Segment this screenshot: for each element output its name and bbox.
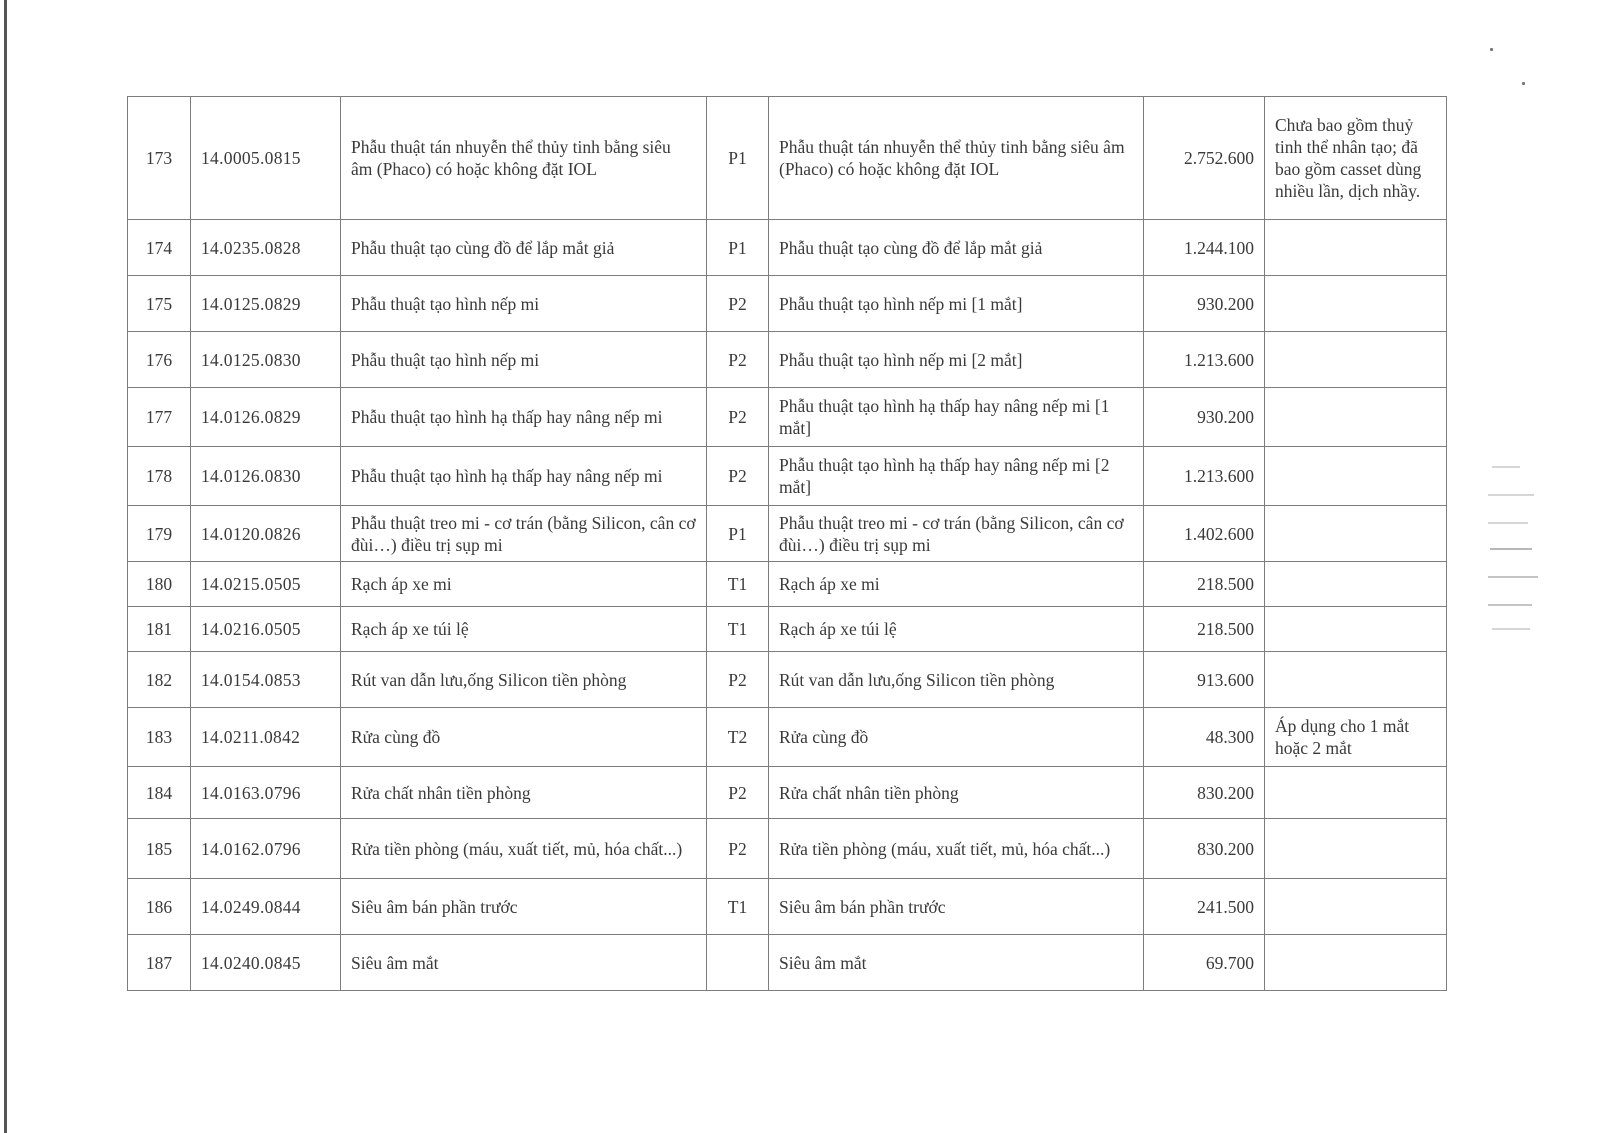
service-name: Phẫu thuật tạo hình nếp mi <box>341 332 707 388</box>
service-name: Rạch áp xe mi <box>341 562 707 607</box>
note <box>1265 220 1447 276</box>
service-name: Rạch áp xe túi lệ <box>341 607 707 652</box>
row-number: 186 <box>128 879 191 935</box>
service-code: 14.0126.0829 <box>191 388 341 447</box>
table-row <box>128 819 1447 879</box>
surgery-class: P1 <box>707 220 769 276</box>
table-row <box>128 562 1447 607</box>
row-number: 187 <box>128 935 191 991</box>
price-service-name: Rút van dẫn lưu,ống Silicon tiền phòng <box>769 652 1144 708</box>
service-name: Rửa cùng đồ <box>341 708 707 767</box>
service-code: 14.0162.0796 <box>191 819 341 879</box>
service-code: 14.0235.0828 <box>191 220 341 276</box>
price-value: 1.244.100 <box>1144 220 1265 276</box>
table-row <box>128 447 1447 506</box>
surgery-class: P2 <box>707 819 769 879</box>
table-row <box>128 220 1447 276</box>
scan-dot <box>1522 82 1525 85</box>
service-code: 14.0125.0829 <box>191 276 341 332</box>
service-code: 14.0120.0826 <box>191 506 341 562</box>
price-value: 48.300 <box>1144 708 1265 767</box>
service-code: 14.0125.0830 <box>191 332 341 388</box>
price-service-name: Siêu âm bán phần trước <box>769 879 1144 935</box>
surgery-class: P2 <box>707 388 769 447</box>
note <box>1265 767 1447 819</box>
scan-noise <box>1488 494 1534 496</box>
scan-noise <box>1490 548 1532 550</box>
row-number: 176 <box>128 332 191 388</box>
note: Chưa bao gồm thuỷ tinh thể nhân tạo; đã bao gồm casset dùng nhiều lần, dịch nhầy. <box>1265 97 1447 220</box>
price-value: 930.200 <box>1144 276 1265 332</box>
note <box>1265 332 1447 388</box>
price-value: 930.200 <box>1144 388 1265 447</box>
row-number: 180 <box>128 562 191 607</box>
table-row <box>128 97 1447 220</box>
service-code: 14.0211.0842 <box>191 708 341 767</box>
service-code: 14.0240.0845 <box>191 935 341 991</box>
note <box>1265 652 1447 708</box>
note <box>1265 562 1447 607</box>
surgery-class: T2 <box>707 708 769 767</box>
price-value: 218.500 <box>1144 607 1265 652</box>
table-row <box>128 276 1447 332</box>
service-name: Phẫu thuật tạo hình hạ thấp hay nâng nếp mi <box>341 447 707 506</box>
price-service-name: Phẫu thuật tạo hình nếp mi [2 mắt] <box>769 332 1144 388</box>
surgery-class: P1 <box>707 506 769 562</box>
table-row <box>128 879 1447 935</box>
service-code: 14.0249.0844 <box>191 879 341 935</box>
row-number: 185 <box>128 819 191 879</box>
service-name: Phẫu thuật treo mi - cơ trán (bằng Silicon, cân cơ đùi…) điều trị sụp mi <box>341 506 707 562</box>
row-number: 181 <box>128 607 191 652</box>
row-number: 179 <box>128 506 191 562</box>
price-value: 830.200 <box>1144 767 1265 819</box>
price-service-name: Phẫu thuật tạo hình nếp mi [1 mắt] <box>769 276 1144 332</box>
service-name: Siêu âm bán phần trước <box>341 879 707 935</box>
note: Áp dụng cho 1 mắt hoặc 2 mắt <box>1265 708 1447 767</box>
scan-noise <box>1488 576 1538 578</box>
row-number: 173 <box>128 97 191 220</box>
surgery-class: P2 <box>707 767 769 819</box>
service-name: Rửa chất nhân tiền phòng <box>341 767 707 819</box>
row-number: 178 <box>128 447 191 506</box>
price-value: 1.213.600 <box>1144 447 1265 506</box>
note <box>1265 935 1447 991</box>
row-number: 175 <box>128 276 191 332</box>
price-table <box>127 96 1447 991</box>
note <box>1265 879 1447 935</box>
price-service-name: Phẫu thuật tán nhuyễn thể thủy tinh bằng siêu âm (Phaco) có hoặc không đặt IOL <box>769 97 1144 220</box>
price-service-name: Phẫu thuật tạo hình hạ thấp hay nâng nếp mi [1 mắt] <box>769 388 1144 447</box>
table-row <box>128 607 1447 652</box>
row-number: 174 <box>128 220 191 276</box>
price-value: 2.752.600 <box>1144 97 1265 220</box>
price-service-name: Rửa cùng đồ <box>769 708 1144 767</box>
scan-noise <box>1488 522 1528 524</box>
service-name: Phẫu thuật tạo hình hạ thấp hay nâng nếp mi <box>341 388 707 447</box>
surgery-class: P2 <box>707 276 769 332</box>
price-service-name: Phẫu thuật tạo cùng đồ để lắp mắt giả <box>769 220 1144 276</box>
surgery-class: P2 <box>707 447 769 506</box>
service-name: Siêu âm mắt <box>341 935 707 991</box>
note <box>1265 388 1447 447</box>
price-value: 218.500 <box>1144 562 1265 607</box>
price-service-name: Phẫu thuật tạo hình hạ thấp hay nâng nếp mi [2 mắt] <box>769 447 1144 506</box>
scan-noise <box>1488 604 1532 606</box>
surgery-class: T1 <box>707 879 769 935</box>
surgery-class: P2 <box>707 652 769 708</box>
price-value: 913.600 <box>1144 652 1265 708</box>
service-code: 14.0126.0830 <box>191 447 341 506</box>
price-value: 1.402.600 <box>1144 506 1265 562</box>
surgery-class: P1 <box>707 97 769 220</box>
note <box>1265 276 1447 332</box>
table-row <box>128 767 1447 819</box>
service-name: Rút van dẫn lưu,ống Silicon tiền phòng <box>341 652 707 708</box>
price-value: 69.700 <box>1144 935 1265 991</box>
table-row <box>128 332 1447 388</box>
service-code: 14.0005.0815 <box>191 97 341 220</box>
service-code: 14.0215.0505 <box>191 562 341 607</box>
price-value: 241.500 <box>1144 879 1265 935</box>
surgery-class <box>707 935 769 991</box>
service-name: Rửa tiền phòng (máu, xuất tiết, mủ, hóa chất...) <box>341 819 707 879</box>
price-service-name: Siêu âm mắt <box>769 935 1144 991</box>
row-number: 184 <box>128 767 191 819</box>
service-name: Phẫu thuật tán nhuyễn thể thủy tinh bằng siêu âm (Phaco) có hoặc không đặt IOL <box>341 97 707 220</box>
note <box>1265 819 1447 879</box>
price-service-name: Phẫu thuật treo mi - cơ trán (bằng Silicon, cân cơ đùi…) điều trị sụp mi <box>769 506 1144 562</box>
service-code: 14.0163.0796 <box>191 767 341 819</box>
service-code: 14.0154.0853 <box>191 652 341 708</box>
note <box>1265 607 1447 652</box>
scan-noise <box>1492 628 1530 630</box>
service-code: 14.0216.0505 <box>191 607 341 652</box>
table-row <box>128 708 1447 767</box>
surgery-class: T1 <box>707 607 769 652</box>
table-row <box>128 935 1447 991</box>
row-number: 182 <box>128 652 191 708</box>
scan-dot <box>1490 48 1493 51</box>
row-number: 183 <box>128 708 191 767</box>
scan-noise <box>1492 466 1520 468</box>
row-number: 177 <box>128 388 191 447</box>
price-service-name: Rạch áp xe mi <box>769 562 1144 607</box>
scan-left-edge <box>4 0 7 1133</box>
table-body <box>128 97 1447 991</box>
price-service-name: Rửa tiền phòng (máu, xuất tiết, mủ, hóa chất...) <box>769 819 1144 879</box>
price-value: 1.213.600 <box>1144 332 1265 388</box>
price-service-name: Rửa chất nhân tiền phòng <box>769 767 1144 819</box>
note <box>1265 506 1447 562</box>
surgery-class: T1 <box>707 562 769 607</box>
surgery-class: P2 <box>707 332 769 388</box>
table-row <box>128 388 1447 447</box>
service-name: Phẫu thuật tạo hình nếp mi <box>341 276 707 332</box>
service-name: Phẫu thuật tạo cùng đồ để lắp mắt giả <box>341 220 707 276</box>
note <box>1265 447 1447 506</box>
price-service-name: Rạch áp xe túi lệ <box>769 607 1144 652</box>
table-row <box>128 652 1447 708</box>
price-value: 830.200 <box>1144 819 1265 879</box>
table-row <box>128 506 1447 562</box>
